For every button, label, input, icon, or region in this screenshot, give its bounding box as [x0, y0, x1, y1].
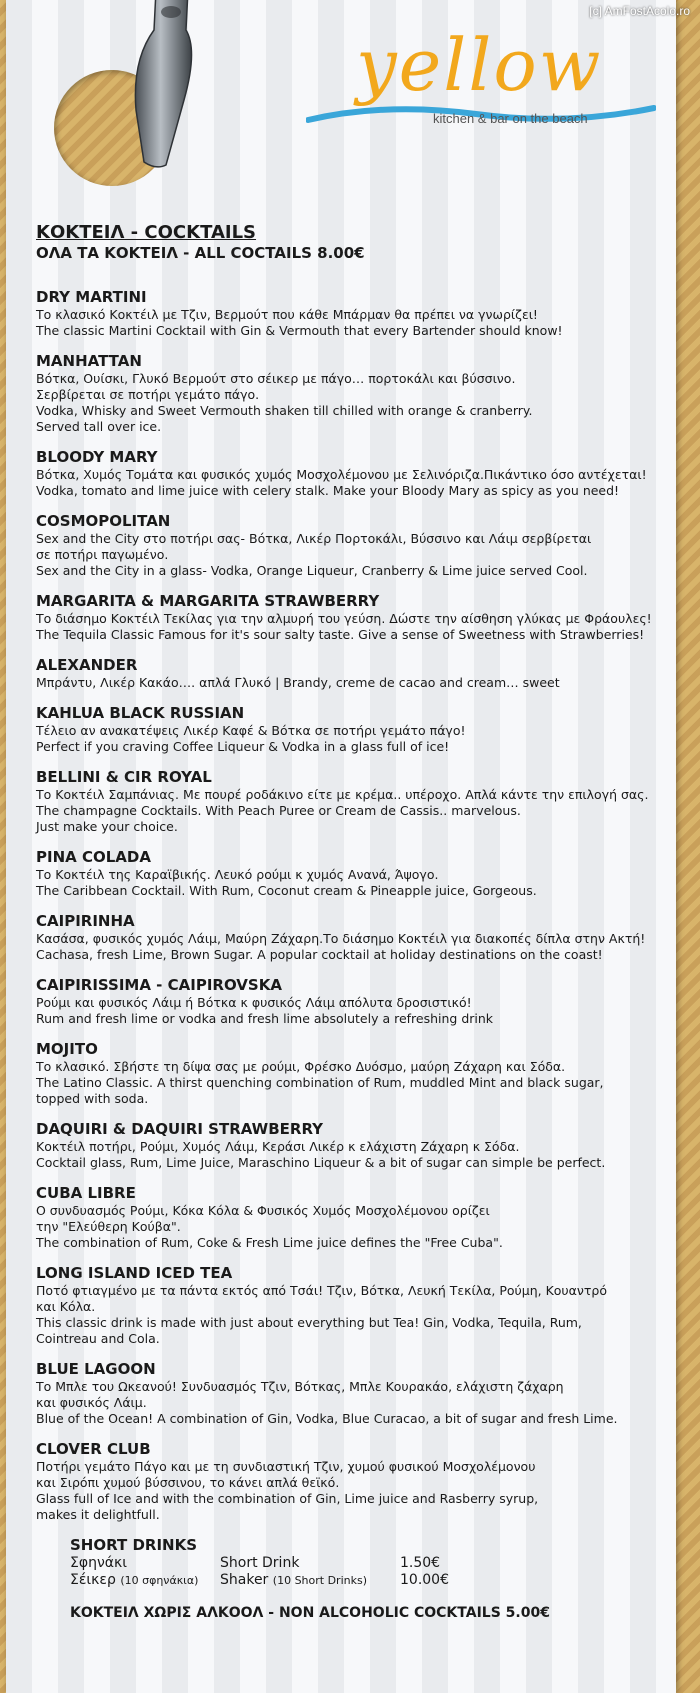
cocktail-description: Κοκτέιλ ποτήρι, Ρούμι, Χυμός Λάιμ, Κεράσι Λικέρ κ ελάχιστη Ζάχαρη κ Σόδα.: [36, 1139, 520, 1154]
cocktail-description: Το διάσημο Κοκτέιλ Τεκίλας για την αλμυρή του γεύση. Δώστε την αίσθηση γλύκας με Φράουλες!: [36, 611, 652, 626]
cocktail-description: This classic drink is made with just about everything but Tea! Gin, Vodka, Tequila, Rum,: [36, 1315, 582, 1330]
cocktail-description: Το Κοκτέιλ Σαμπάνιας. Με πουρέ ροδάκινο είτε με κρέμα.. υπέροχο. Απλά κάντε την επιλογή σας.: [36, 787, 649, 802]
cocktail-description: Vodka, Whisky and Sweet Vermouth shaken till chilled with orange & cranberry.: [36, 403, 533, 418]
shaker-greek: Σέικερ (10 σφηνάκια): [70, 1572, 199, 1588]
cocktail-item: [36, 1360, 676, 1427]
cocktail-description: Sex and the City in a glass- Vodka, Orange Liqueur, Cranberry & Lime juice served Cool.: [36, 563, 588, 578]
cocktail-name: COSMOPOLITAN: [36, 512, 171, 530]
section-subtitle: ΟΛΑ ΤΑ ΚΟΚΤΕΙΛ - ALL COCTAILS 8.00€: [36, 244, 365, 262]
cocktail-item: [36, 1440, 676, 1523]
cocktail-description: Βότκα, Χυμός Τομάτα και φυσικός χυμός Μοσχολέμονου με Σελινόριζα.Πικάντικο όσο αντέχεται!: [36, 467, 647, 482]
cocktail-description: Το κλασικό. Σβήστε τη δίψα σας με ρούμι, Φρέσκο Δυόσμο, μαύρη Ζάχαρη και Σόδα.: [36, 1059, 566, 1074]
cocktail-item: [36, 1264, 676, 1347]
cocktail-name: DAQUIRI & DAQUIRI STRAWBERRY: [36, 1120, 324, 1138]
cocktail-name: BELLINI & CIR ROYAL: [36, 768, 212, 786]
cocktail-description: Cocktail glass, Rum, Lime Juice, Maraschino Liqueur & a bit of sugar can simple be perfect.: [36, 1155, 606, 1170]
short-drink-row: [70, 1555, 530, 1572]
brand-logo: [306, 20, 656, 150]
cocktail-name: CAIPIRISSIMA - CAIPIROVSKA: [36, 976, 282, 994]
metal-clip-icon: [126, 0, 196, 170]
shaker-english: Shaker (10 Short Drinks): [220, 1572, 367, 1588]
short-drinks: [70, 1536, 530, 1589]
cocktail-item: [36, 1120, 676, 1171]
short-drinks-title: SHORT DRINKS: [70, 1536, 198, 1554]
cocktail-description: Το Κοκτέιλ της Καραϊβικής. Λευκό ρούμι κ χυμός Ανανά, Άψογο.: [36, 867, 439, 882]
cocktail-description: Blue of the Ocean! A combination of Gin, Vodka, Blue Curacao, a bit of sugar and fresh Lime.: [36, 1411, 618, 1426]
cocktail-name: MARGARITA & MARGARITA STRAWBERRY: [36, 592, 380, 610]
watermark: [c] AmFostAcolo.ro: [589, 4, 690, 18]
section-title: ΚΟΚΤΕΙΛ - COCKTAILS: [36, 222, 257, 243]
cocktail-description: Perfect if you craving Coffee Liqueur & Vodka in a glass full of ice!: [36, 739, 450, 754]
cocktail-description: Vodka, tomato and lime juice with celery stalk. Make your Bloody Mary as spicy as you need!: [36, 483, 620, 498]
cocktail-name: CAIPIRINHA: [36, 912, 135, 930]
cocktail-description: The champagne Cocktails. With Peach Puree or Cream de Cassis.. marvelous.: [36, 803, 521, 818]
non-alcoholic-line: ΚΟΚΤΕΙΛ ΧΩΡΙΣ ΑΛΚΟΟΛ - NON ALCOHOLIC COCKTAILS 5.00€: [70, 1605, 550, 1621]
cocktail-item: [36, 976, 676, 1027]
cocktail-description: The Latino Classic. A thirst quenching combination of Rum, muddled Mint and black sugar,: [36, 1075, 604, 1090]
cocktail-list: [36, 288, 676, 1523]
cocktail-description: σε ποτήρι παγωμένο.: [36, 547, 169, 562]
cocktail-item: [36, 768, 676, 835]
cocktail-description: Just make your choice.: [36, 819, 178, 834]
cocktail-description: The combination of Rum, Coke & Fresh Lime juice defines the "Free Cuba".: [36, 1235, 503, 1250]
cocktail-item: [36, 448, 676, 499]
cocktail-item: [36, 512, 676, 579]
cocktail-description: Μπράντυ, Λικέρ Κακάο…. απλά Γλυκό | Brandy, creme de cacao and cream… sweet: [36, 675, 560, 690]
cocktail-item: [36, 352, 676, 435]
menu-card: [6, 0, 676, 1693]
cocktail-description: Cachasa, fresh Lime, Brown Sugar. A popular cocktail at holiday destinations on the coast!: [36, 947, 603, 962]
cocktail-description: Τέλειο αν ανακατέψεις Λικέρ Καφέ & Βότκα σε ποτήρι γεμάτο πάγο!: [36, 723, 466, 738]
cocktail-name: CLOVER CLUB: [36, 1440, 151, 1458]
cocktail-description: Ρούμι και φυσικός Λάιμ ή Βότκα κ φυσικός Λάιμ απόλυτα δροσιστικό!: [36, 995, 472, 1010]
cocktail-name: KAHLUA BLACK RUSSIAN: [36, 704, 245, 722]
cocktail-description: Ποτό φτιαγμένο με τα πάντα εκτός από Τσάι! Τζιν, Βότκα, Λευκή Τεκίλα, Ρούμη, Κουαντρό: [36, 1283, 607, 1298]
short-drink-price: 1.50€: [400, 1555, 441, 1571]
cocktail-description: και Σιρόπι χυμού βύσσινου, το κάνει απλά θεϊκό.: [36, 1475, 340, 1490]
cocktail-name: MOJITO: [36, 1040, 98, 1058]
cocktail-item: [36, 288, 676, 339]
cocktail-item: [36, 704, 676, 755]
menu-content: [36, 222, 676, 1621]
cocktail-item: [36, 912, 676, 963]
cocktail-item: [36, 848, 676, 899]
cocktail-item: [36, 1184, 676, 1251]
short-drink-english: Short Drink: [220, 1555, 300, 1571]
cocktail-description: και φυσικός Λάιμ.: [36, 1395, 147, 1410]
cocktail-description: την "Ελεύθερη Κούβα".: [36, 1219, 181, 1234]
cocktail-description: makes it delightfull.: [36, 1507, 160, 1522]
cocktail-item: [36, 1040, 676, 1107]
cocktail-name: DRY MARTINI: [36, 288, 147, 306]
cocktail-name: PINA COLADA: [36, 848, 151, 866]
cocktail-name: LONG ISLAND ICED TEA: [36, 1264, 233, 1282]
cocktail-description: και Κόλα.: [36, 1299, 96, 1314]
shaker-row: [70, 1572, 530, 1589]
cocktail-description: The Caribbean Cocktail. With Rum, Coconut cream & Pineapple juice, Gorgeous.: [36, 883, 537, 898]
cocktail-description: Σερβίρεται σε ποτήρι γεμάτο πάγο.: [36, 387, 260, 402]
cocktail-item: [36, 656, 676, 691]
cocktail-description: Glass full of Ice and with the combination of Gin, Lime juice and Rasberry syrup,: [36, 1491, 539, 1506]
cocktail-description: Sex and the City στο ποτήρι σας- Βότκα, Λικέρ Πορτοκάλι, Βύσσινο και Λάιμ σερβίρεται: [36, 531, 592, 546]
short-drink-greek: Σφηνάκι: [70, 1555, 127, 1571]
cocktail-name: BLUE LAGOON: [36, 1360, 156, 1378]
cocktail-description: Ποτήρι γεμάτο Πάγο και με τη συνδιαστική Τζιν, χυμού φυσικού Μοσχολέμονου: [36, 1459, 536, 1474]
brand-name: yellow: [356, 23, 603, 107]
cocktail-name: CUBA LIBRE: [36, 1184, 136, 1202]
cocktail-description: The classic Martini Cocktail with Gin & Vermouth that every Bartender should know!: [36, 323, 563, 338]
shaker-price: 10.00€: [400, 1572, 449, 1588]
cocktail-name: MANHATTAN: [36, 352, 142, 370]
cocktail-description: Το Μπλε του Ωκεανού! Συνδυασμός Τζιν, Βότκας, Μπλε Κουρακάο, ελάχιστη ζάχαρη: [36, 1379, 564, 1394]
cocktail-description: Το κλασικό Κοκτέιλ με Τζιν, Βερμούτ που κάθε Μπάρμαν θα πρέπει να γνωρίζει!: [36, 307, 538, 322]
cocktail-description: Κασάσα, φυσικός χυμός Λάιμ, Μαύρη Ζάχαρη.Το διάσημο Κοκτέιλ για διακοπές δίπλα στην Ακτή!: [36, 931, 646, 946]
cocktail-description: Served tall over ice.: [36, 419, 162, 434]
brand-tagline: kitchen & bar on the beach: [433, 111, 588, 126]
cocktail-description: Cointreau and Cola.: [36, 1331, 160, 1346]
cocktail-item: [36, 592, 676, 643]
cocktail-name: ALEXANDER: [36, 656, 138, 674]
cocktail-description: topped with soda.: [36, 1091, 149, 1106]
cocktail-description: The Tequila Classic Famous for it's sour salty taste. Give a sense of Sweetness with Strawberries!: [36, 627, 645, 642]
cocktail-name: BLOODY MARY: [36, 448, 158, 466]
cocktail-description: Ο συνδυασμός Ρούμι, Κόκα Κόλα & Φυσικός Χυμός Μοσχολέμονου ορίζει: [36, 1203, 490, 1218]
cocktail-description: Βότκα, Ουίσκι, Γλυκό Βερμούτ στο σέικερ με πάγο… πορτοκάλι και βύσσινο.: [36, 371, 516, 386]
cocktail-description: Rum and fresh lime or vodka and fresh lime absolutely a refreshing drink: [36, 1011, 494, 1026]
